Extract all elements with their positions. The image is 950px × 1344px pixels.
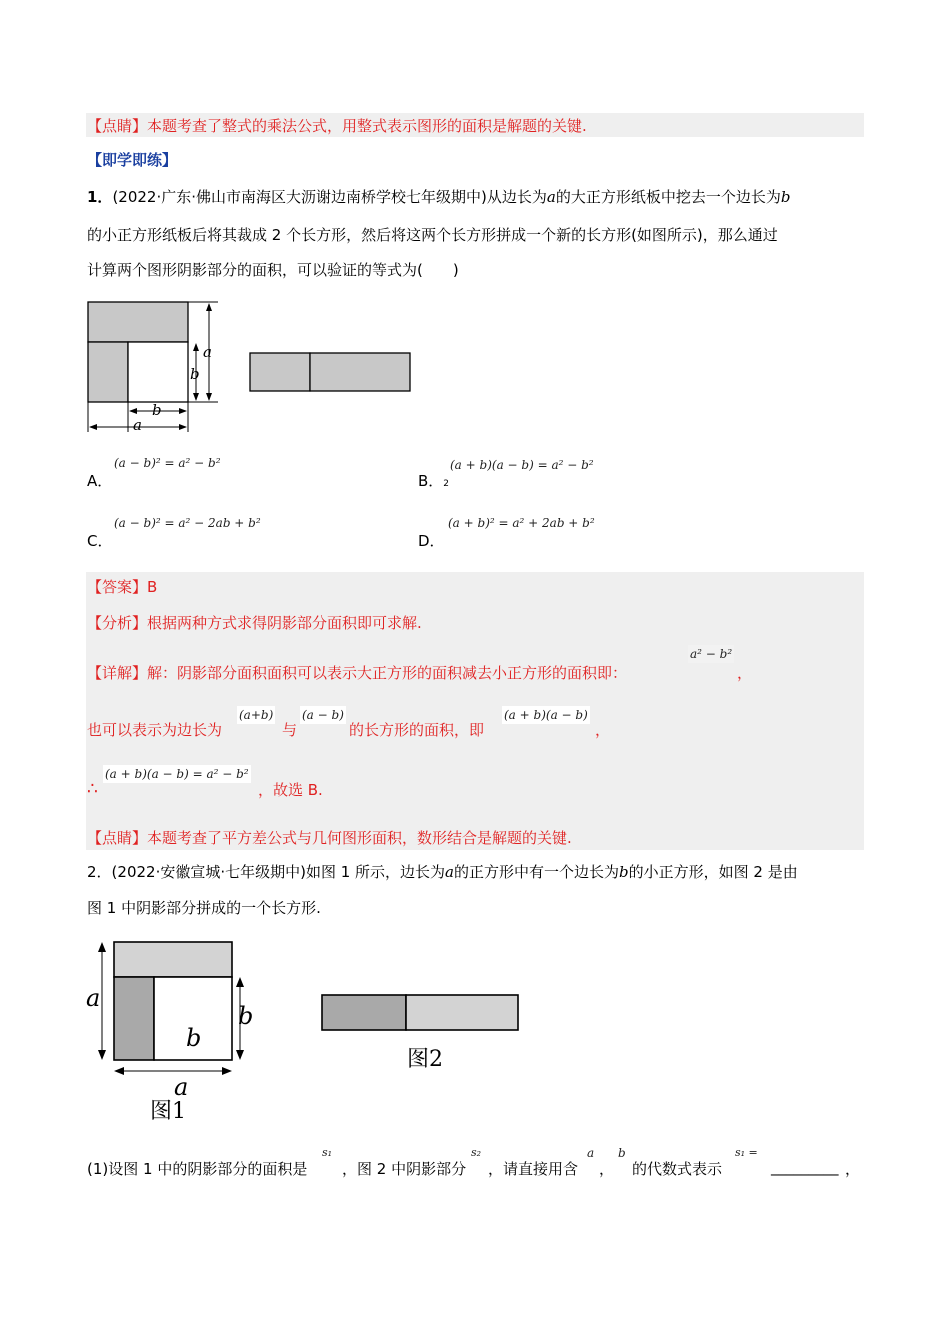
var-a: a bbox=[546, 188, 556, 206]
answer-tag: 【答案】 bbox=[87, 578, 148, 596]
q2-number: 2． bbox=[87, 863, 112, 881]
label-a-right: a bbox=[203, 343, 212, 361]
note-text: 本题考查了整式的乘法公式，用整式表示图形的面积是解题的关键. bbox=[147, 117, 587, 135]
fig2-left-rect bbox=[322, 995, 406, 1030]
label-a-bottom: a bbox=[133, 416, 142, 434]
option-b-label: B． bbox=[418, 472, 444, 490]
expr-a-plus-b: (a+b) bbox=[239, 708, 274, 722]
note-2-text: 本题考查了平方差公式与几何图形面积，数形结合是解题的关键. bbox=[147, 829, 572, 847]
option-a[interactable] bbox=[87, 470, 112, 491]
option-a-label: A． bbox=[87, 472, 113, 490]
q1-line-2: 的小正方形纸板后将其裁成 2 个长方形，然后将这两个长方形拼成一个新的长方形(如图所示)，那么通过 bbox=[87, 226, 778, 244]
q1-line-3: 计算两个图形阴影部分的面积，可以验证的等式为( ) bbox=[87, 261, 459, 279]
sub1-text-4: 的代数式表示 bbox=[632, 1160, 723, 1178]
fig1-label-b-inner: b bbox=[186, 1024, 202, 1052]
q2-text-1c: 的小正方形，如图 2 是由 bbox=[628, 863, 798, 881]
option-d[interactable] bbox=[418, 530, 445, 551]
small-square bbox=[128, 342, 188, 402]
q1-text-1: (2022·广东·佛山市南海区大沥谢边南桥学校七年级期中)从边长为 bbox=[112, 188, 547, 206]
answer-text: B bbox=[147, 578, 158, 596]
fig1-caption: 图1 bbox=[150, 1099, 186, 1121]
fig2-right-rect bbox=[406, 995, 518, 1030]
q2-var-a: a bbox=[445, 863, 454, 881]
sub1-s2: s₂ bbox=[471, 1146, 482, 1159]
fig1-label-a-left: a bbox=[86, 984, 101, 1012]
label-b-bottom: b bbox=[152, 401, 162, 419]
sub1-text-3: ，请直接用含 bbox=[488, 1160, 579, 1178]
option-b[interactable] bbox=[418, 470, 449, 491]
detail-text-3b: ，故选 B. bbox=[258, 781, 323, 799]
sub1-var-a: a bbox=[587, 1146, 595, 1160]
option-b-formula: (a + b)(a − b) = a² − b² bbox=[450, 458, 594, 472]
detail-text-2b: 与 bbox=[282, 721, 298, 739]
option-c[interactable] bbox=[87, 530, 112, 551]
q1-line-1 bbox=[87, 186, 790, 208]
note-2-tag: 【点睛】 bbox=[87, 829, 148, 847]
sub1-s1: s₁ bbox=[322, 1146, 333, 1159]
fig1-label-a-bottom: a bbox=[174, 1073, 189, 1101]
left-strip bbox=[88, 342, 128, 402]
expr-a-minus-b: (a − b) bbox=[302, 708, 344, 722]
answer-blank[interactable]: _________ bbox=[771, 1158, 839, 1176]
note-tag: 【点睛】 bbox=[87, 117, 148, 135]
analysis-tag: 【分析】 bbox=[87, 614, 148, 632]
option-b-prefix: 2 bbox=[443, 479, 450, 489]
fig1-top-strip bbox=[114, 942, 232, 977]
fig2-caption: 图2 bbox=[407, 1047, 443, 1072]
option-c-label: C． bbox=[87, 532, 113, 550]
option-c-formula: (a − b)² = a² − 2ab + b² bbox=[114, 516, 261, 530]
comma-1: ， bbox=[737, 664, 753, 682]
detail-line-2 bbox=[87, 719, 222, 741]
q2-line-2: 图 1 中阴影部分拼成的一个长方形. bbox=[87, 899, 321, 917]
var-b: b bbox=[780, 188, 791, 206]
detail-text-2c: 的长方形的面积，即 bbox=[349, 721, 485, 739]
fig1-label-b-right: b bbox=[238, 1002, 254, 1030]
q2-sub1 bbox=[87, 1158, 307, 1180]
new-rect-left bbox=[250, 353, 310, 391]
sub1-end: ， bbox=[845, 1160, 861, 1178]
new-rect-right bbox=[310, 353, 410, 391]
detail-line-1 bbox=[87, 662, 627, 684]
detail-tag: 【详解】 bbox=[87, 664, 148, 682]
detail-text-2a: 也可以表示为边长为 bbox=[87, 721, 223, 739]
note-1 bbox=[87, 115, 587, 137]
q2-figure-1 bbox=[82, 936, 272, 1121]
q1-text-1b: 的大正方形纸板中挖去一个边长为 bbox=[555, 188, 781, 206]
analysis-text: 根据两种方式求得阴影部分面积即可求解. bbox=[147, 614, 422, 632]
label-b-right: b bbox=[190, 365, 200, 383]
expr-identity: (a + b)(a − b) = a² − b² bbox=[105, 767, 249, 781]
q2-figure-2 bbox=[318, 990, 523, 1072]
answer bbox=[87, 576, 157, 598]
sub1-sep: ， bbox=[599, 1160, 615, 1178]
expr-a2-b2: a² − b² bbox=[690, 647, 733, 661]
option-a-formula: (a − b)² = a² − b² bbox=[114, 456, 221, 470]
therefore-symbol: ∴ bbox=[87, 779, 98, 799]
option-d-formula: (a + b)² = a² + 2ab + b² bbox=[448, 516, 595, 530]
practice-heading: 【即学即练】 bbox=[87, 151, 178, 169]
analysis bbox=[87, 612, 422, 634]
q2-var-b: b bbox=[619, 863, 629, 881]
sub1-text-1: (1)设图 1 中的阴影部分的面积是 bbox=[87, 1160, 308, 1178]
detail-text-1: 解：阴影部分面积面积可以表示大正方形的面积减去小正方形的面积即： bbox=[147, 664, 628, 682]
option-d-label: D． bbox=[418, 532, 445, 550]
comma-2: ， bbox=[595, 721, 611, 739]
sub1-var-b: b bbox=[618, 1146, 626, 1160]
q2-text-1a: (2022·安徽宣城·七年级期中)如图 1 所示，边长为 bbox=[111, 863, 446, 881]
q1-number: 1． bbox=[87, 188, 113, 206]
expr-product: (a + b)(a − b) bbox=[504, 708, 588, 722]
sub1-text-2: ，图 2 中阴影部分 bbox=[342, 1160, 467, 1178]
q2-text-1b: 的正方形中有一个边长为 bbox=[454, 863, 620, 881]
q1-figure bbox=[80, 296, 425, 436]
fig1-left-strip bbox=[114, 977, 154, 1060]
q2-line-1 bbox=[87, 861, 798, 883]
top-strip bbox=[88, 302, 188, 342]
sub1-s1-eq: s₁ = bbox=[735, 1146, 758, 1159]
note-2 bbox=[87, 827, 572, 849]
